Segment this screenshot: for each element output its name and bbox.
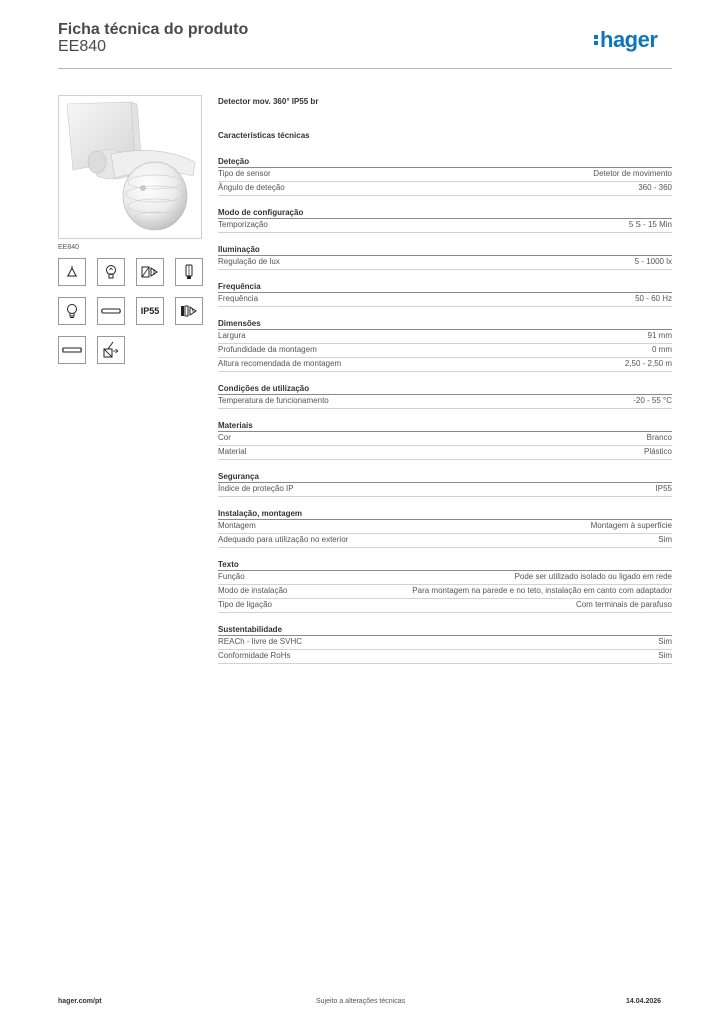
section-title: Segurança: [218, 471, 672, 483]
motion-detector-illustration: [59, 96, 201, 238]
section-title: Frequência: [218, 281, 672, 293]
led-driver-icon: [175, 297, 203, 325]
spec-row: [218, 585, 672, 599]
product-name: Detector mov. 360° IP55 br: [218, 97, 319, 106]
spec-row: [218, 256, 672, 270]
spec-label: Cor: [218, 433, 231, 442]
spec-row: [218, 534, 672, 548]
ip55-icon: [136, 297, 164, 325]
spec-row: [218, 446, 672, 460]
spec-value: Para montagem na parede e no teto, instalação em canto com adaptador: [412, 586, 672, 595]
header-divider: [58, 68, 672, 69]
spec-value: 5 S - 15 Min: [628, 220, 672, 229]
spec-value: Sim: [658, 651, 672, 660]
logo-text: hager: [600, 27, 658, 52]
spec-sections: [218, 156, 672, 675]
installation-symbol-icon: [97, 336, 125, 364]
spec-label: Conformidade RoHs: [218, 651, 291, 660]
section-title: Iluminação: [218, 244, 672, 256]
spec-section: [218, 281, 672, 307]
spec-value: 50 - 60 Hz: [635, 294, 672, 303]
spec-value: Detetor de movimento: [593, 169, 672, 178]
spec-label: Ângulo de deteção: [218, 183, 285, 192]
spec-label: Altura recomendada de montagem: [218, 359, 342, 368]
linear-lamp-icon: [58, 336, 86, 364]
bulb-icon: [58, 297, 86, 325]
spec-label: Índice de proteção IP: [218, 484, 294, 493]
spec-label: Tipo de sensor: [218, 169, 271, 178]
spec-row: [218, 432, 672, 446]
spec-section: [218, 471, 672, 497]
footer-website: hager.com/pt: [58, 998, 102, 1005]
tube-lamp-icon: [97, 297, 125, 325]
spec-value: 2,50 - 2,50 m: [624, 359, 672, 368]
spec-label: Temperatura de funcionamento: [218, 396, 329, 405]
spec-label: Função: [218, 572, 245, 581]
spec-section: [218, 383, 672, 409]
spec-label: Adequado para utilização no exterior: [218, 535, 349, 544]
spec-row: [218, 182, 672, 196]
spec-row: [218, 650, 672, 664]
image-caption: EE840: [58, 244, 80, 251]
spec-row: [218, 344, 672, 358]
spec-row: [218, 571, 672, 585]
spec-label: REACh - livre de SVHC: [218, 637, 303, 646]
spec-row: [218, 358, 672, 372]
ip55-label: IP55: [140, 306, 160, 316]
spec-value: 5 - 1000 lx: [634, 257, 672, 266]
section-title: Sustentabilidade: [218, 624, 672, 636]
spec-value: Plástico: [643, 447, 672, 456]
spec-label: Temporização: [218, 220, 268, 229]
spec-value: IP55: [655, 484, 672, 493]
spec-value: 91 mm: [647, 331, 672, 340]
spec-row: [218, 293, 672, 307]
spec-value: 0 mm: [652, 345, 672, 354]
spec-section: [218, 244, 672, 270]
spec-label: Montagem: [218, 521, 256, 530]
spec-label: Largura: [218, 331, 246, 340]
spec-section: [218, 559, 672, 613]
spec-row: [218, 395, 672, 409]
ceiling-light-icon: [58, 258, 86, 286]
transformer-icon: [136, 258, 164, 286]
section-title: Texto: [218, 559, 672, 571]
logo-colon-icon: [594, 34, 599, 46]
fluorescent-tube-icon: [175, 258, 203, 286]
spec-label: Regulação de lux: [218, 257, 280, 266]
document-title: Ficha técnica do produto: [58, 21, 249, 38]
footer-date: 14.04.2026: [626, 998, 662, 1005]
spec-row: [218, 483, 672, 497]
spec-label: Profundidade da montagem: [218, 345, 317, 354]
section-title: Instalação, montagem: [218, 508, 672, 520]
spec-section: [218, 624, 672, 664]
spec-value: Pode ser utilizado isolado ou ligado em rede: [514, 572, 672, 581]
tech-characteristics-heading: Características técnicas: [218, 131, 310, 140]
spec-section: [218, 156, 672, 196]
product-code: EE840: [58, 38, 107, 55]
spec-label: Material: [218, 447, 247, 456]
section-title: Materiais: [218, 420, 672, 432]
spec-row: [218, 520, 672, 534]
spec-section: [218, 318, 672, 372]
bulb-halogen-icon: [97, 258, 125, 286]
spec-section: [218, 508, 672, 548]
section-title: Condições de utilização: [218, 383, 672, 395]
spec-row: [218, 330, 672, 344]
spec-value: 360 - 360: [638, 183, 672, 192]
spec-row: [218, 636, 672, 650]
spec-value: Branco: [646, 433, 672, 442]
spec-section: [218, 207, 672, 233]
spec-value: -20 - 55 °C: [633, 396, 672, 405]
section-title: Deteção: [218, 156, 672, 168]
spec-label: Modo de instalação: [218, 586, 288, 595]
spec-label: Frequência: [218, 294, 259, 303]
footer-notice: Sujeito a alterações técnicas: [316, 998, 406, 1005]
spec-value: Sim: [658, 637, 672, 646]
spec-label: Tipo de ligação: [218, 600, 272, 609]
spec-row: [218, 599, 672, 613]
spec-section: [218, 420, 672, 460]
product-image: [58, 95, 202, 239]
spec-value: Montagem à superfície: [590, 521, 672, 530]
section-title: Modo de configuração: [218, 207, 672, 219]
spec-row: [218, 219, 672, 233]
spec-value: Com terminais de parafuso: [575, 600, 672, 609]
hager-logo: [594, 29, 657, 51]
section-title: Dimensões: [218, 318, 672, 330]
spec-row: [218, 168, 672, 182]
spec-value: Sim: [658, 535, 672, 544]
